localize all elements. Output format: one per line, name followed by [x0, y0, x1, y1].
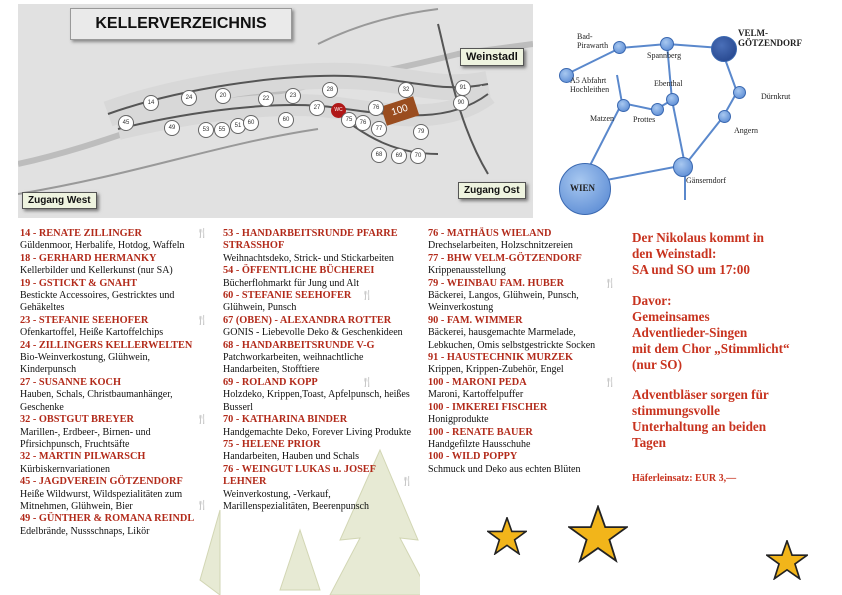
entry-description: Handarbeiten, Hauben und Schals — [223, 451, 360, 463]
entry-heading: 53 - HANDARBEITSRUNDE PFARRE STRASSHOF — [223, 228, 398, 252]
nikolaus-line: Der Nikolaus kommt in — [632, 230, 765, 245]
label-spannberg: Spannberg — [647, 51, 682, 60]
list-item — [20, 253, 208, 278]
singen-line: Adventlieder-Singen — [632, 325, 748, 340]
listing-column-1 — [20, 228, 208, 538]
entry-heading: 69 - ROLAND KOPP 🍴 — [223, 376, 373, 388]
cellar-marker: 53 — [198, 122, 214, 138]
cellar-marker: 45 — [118, 115, 134, 131]
list-item — [223, 228, 413, 265]
entry-heading: 76 - WEINGUT LUKAS u. JOSEF LEHNER 🍴 — [223, 463, 413, 488]
list-item — [20, 377, 208, 414]
cellar-marker: 75 — [341, 112, 357, 128]
list-item — [223, 464, 413, 514]
cellar-marker: 22 — [258, 91, 274, 107]
blaeser-line: Adventbläser sorgen für — [632, 387, 769, 402]
entry-description: Krippenausstellung — [428, 265, 506, 277]
node-velm — [711, 36, 737, 62]
label-prottes: Prottes — [633, 115, 656, 124]
list-item — [223, 315, 413, 340]
entry-heading: 77 - BHW VELM-GÖTZENDORF — [428, 252, 582, 264]
label-gaenserndorf: Gänserndorf — [686, 176, 726, 185]
star-icon — [487, 517, 527, 555]
cellar-marker: 91 — [455, 80, 471, 96]
entry-heading: 27 - SUSANNE KOCH — [20, 376, 121, 388]
list-item — [428, 278, 616, 315]
entry-description: Krippen, Krippen-Zubehör, Engel — [428, 364, 564, 376]
entry-description: Edelbrände, Nussschnaps, Likör — [20, 525, 150, 537]
cellar-marker: 90 — [453, 95, 469, 111]
blaeser-line: Tagen — [632, 435, 666, 450]
fork-knife-icon: 🍴 — [196, 229, 208, 239]
cellar-marker: 77 — [371, 121, 387, 137]
label-velm: VELM- GÖTZENDORF — [738, 28, 803, 48]
entry-description: Ofenkartoffel, Heiße Kartoffelchips — [20, 327, 164, 339]
list-item — [223, 414, 413, 439]
entry-description: Marillen-, Erdbeer-, Birnen- und Pfirsichpunsch, Fruchtsäfte — [20, 426, 151, 450]
entry-description: Heiße Wildwurst, Wildspezialitäten zum Mitnehmen, Glühwein, Bier — [20, 488, 183, 512]
star-icon — [568, 505, 628, 563]
singen-line: Gemeinsames — [632, 309, 710, 324]
entry-heading: 60 - STEFANIE SEEHOFER 🍴 — [223, 290, 373, 302]
cellar-marker: 32 — [398, 82, 414, 98]
cellar-marker: 68 — [371, 147, 387, 163]
cellar-marker: 76 — [355, 115, 371, 131]
cellar-100-marker: 100 — [381, 96, 420, 126]
cellar-marker: 23 — [285, 88, 301, 104]
node-duernkrut — [733, 86, 746, 99]
cellar-marker: 14 — [143, 95, 159, 111]
nikolaus-time: SA und SO um 17:00 — [632, 262, 750, 277]
list-item — [20, 414, 208, 451]
list-item — [20, 451, 208, 476]
cellar-marker: 24 — [181, 90, 197, 106]
entry-description: Bestickte Accessoires, Gestricktes und Gehäkeltes — [20, 290, 175, 314]
cellar-marker: 20 — [215, 88, 231, 104]
label-weinstadl: Weinstadl — [460, 48, 524, 66]
entry-description: Hauben, Schals, Christbaumanhänger, Geschenke — [20, 389, 173, 413]
label-wien: WIEN — [570, 183, 596, 193]
list-item — [20, 513, 208, 538]
cellar-marker: 60 — [243, 115, 259, 131]
node-spannberg — [660, 37, 674, 51]
entry-description: Patchworkarbeiten, weihnachtliche Handarbeiten, Stofftiere — [223, 352, 364, 376]
entry-heading: 18 - GERHARD HERMANKY — [20, 252, 157, 264]
node-angern — [718, 110, 731, 123]
list-item — [20, 228, 208, 253]
fork-knife-icon: 🍴 — [604, 278, 616, 289]
fork-knife-icon: 🍴 — [604, 377, 616, 388]
wc-marker: WC — [331, 103, 346, 118]
list-item — [223, 340, 413, 377]
fork-knife-icon: 🍴 — [196, 315, 208, 326]
list-item — [223, 290, 413, 315]
list-item — [223, 265, 413, 290]
entry-heading: 23 - STEFANIE SEEHOFER 🍴 — [20, 314, 208, 326]
node-matzen — [617, 99, 630, 112]
davor-label: Davor: — [632, 293, 672, 308]
entry-description: Kellerbilder und Kellerkunst (nur SA) — [20, 265, 173, 277]
cellar-marker: 76 — [368, 100, 384, 116]
label-angern: Angern — [734, 126, 758, 135]
entry-heading: 75 - HELENE PRIOR — [223, 438, 321, 450]
list-item — [428, 402, 616, 427]
cellar-marker: 69 — [391, 148, 407, 164]
entry-heading: 100 - RENATE BAUER — [428, 426, 533, 438]
nikolaus-line: den Weinstadl: — [632, 246, 717, 261]
singen-line: (nur SO) — [632, 357, 682, 372]
list-item — [428, 352, 616, 377]
cellar-marker: 49 — [164, 120, 180, 136]
entry-heading: 45 - JAGDVEREIN GÖTZENDORF 🍴 — [20, 476, 208, 512]
entry-heading: 67 (OBEN) - ALEXANDRA ROTTER — [223, 314, 392, 326]
list-item — [428, 377, 616, 402]
entry-description: Bäckerei, hausgemachte Marmelade, Lebkuchen, Omis selbstgestrickte Socken — [428, 327, 596, 351]
entry-description: Drechselarbeiten, Holzschnitzereien — [428, 240, 573, 252]
label-a5: A5 Abfahrt Hochleithen — [570, 76, 610, 94]
blaeser-line: stimmungsvolle — [632, 403, 720, 418]
listing-column-3 — [428, 228, 616, 476]
list-item — [428, 315, 616, 352]
entry-heading: 79 - WEINBAU FAM. HUBER 🍴 — [428, 277, 616, 289]
entry-description: Bio-Weinverkostung, Glühwein, Kinderpunsch — [20, 352, 151, 376]
entry-heading: 19 - GSTICKT & GNAHT — [20, 277, 138, 289]
entry-heading: 100 - IMKEREI FISCHER — [428, 401, 548, 413]
entry-heading: 100 - MARONI PEDA 🍴 — [428, 376, 616, 388]
list-item — [428, 253, 616, 278]
cellar-marker: 27 — [309, 100, 325, 116]
list-item — [428, 451, 616, 476]
entry-description: Handgefilzte Hausschuhe — [428, 438, 531, 450]
label-ebenthal: Ebenthal — [654, 79, 683, 88]
cellar-marker: 51 — [230, 118, 246, 134]
node-ebenthal — [666, 93, 679, 106]
cellar-marker: 28 — [322, 82, 338, 98]
fork-knife-icon: 🍴 — [361, 291, 373, 302]
blaeser-line: Unterhaltung an beiden — [632, 419, 767, 434]
label-matzen: Matzen — [590, 114, 614, 123]
star-icon — [766, 540, 808, 580]
entry-heading: 32 - OBSTGUT BREYER 🍴 — [20, 414, 208, 426]
entry-description: Handgemachte Deko, Forever Living Produkte — [223, 426, 412, 438]
entry-description: GONIS - Liebevolle Deko & Geschenkideen — [223, 327, 403, 339]
entry-description: Holzdeko, Krippen,Toast, Apfelpunsch, heißes Busserl — [223, 389, 410, 413]
entry-heading: 32 - MARTIN PILWARSCH — [20, 451, 146, 463]
entry-description: Bäckerei, Langos, Glühwein, Punsch, Weinverkostung — [428, 290, 579, 314]
entry-description: Maroni, Kartoffelpuffer — [428, 389, 524, 401]
listing-column-2 — [223, 228, 413, 513]
entry-heading: 49 - GÜNTHER & ROMANA REINDL — [20, 513, 195, 525]
fork-knife-icon: 🍴 — [361, 377, 373, 388]
node-bad-pirawarth — [613, 41, 626, 54]
cellar-marker: 60 — [278, 112, 294, 128]
singen-line: mit dem Chor „Stimmlicht“ — [632, 341, 790, 356]
label-duernkrut: Dürnkrut — [761, 92, 791, 101]
entry-heading: 91 - HAUSTECHNIK MURZEK — [428, 352, 574, 364]
entry-heading: 90 - FAM. WIMMER — [428, 314, 523, 326]
entry-heading: 24 - ZILLINGERS KELLERWELTEN — [20, 339, 193, 351]
cellar-map — [18, 4, 533, 218]
entry-heading: 76 - MATHÄUS WIELAND — [428, 228, 552, 239]
list-item — [20, 315, 208, 340]
entry-description: Kürbiskernvariationen — [20, 463, 110, 475]
cellar-marker: 70 — [410, 148, 426, 164]
map-title: KELLERVERZEICHNIS — [70, 8, 292, 40]
list-item — [20, 340, 208, 377]
list-item — [428, 427, 616, 452]
entry-description: Honigprodukte — [428, 414, 489, 426]
entry-heading: 70 - KATHARINA BINDER — [223, 414, 348, 426]
label-zugang-west: Zugang West — [22, 192, 97, 209]
list-item — [20, 278, 208, 315]
list-item — [223, 439, 413, 464]
fork-knife-icon: 🍴 — [401, 476, 413, 487]
entry-heading: 100 - WILD POPPY — [428, 451, 518, 463]
fork-knife-icon: 🍴 — [196, 415, 208, 426]
label-bad-pirawarth: Bad- Pirawarth — [577, 32, 609, 50]
entry-heading: 14 - RENATE ZILLINGER 🍴 — [20, 228, 208, 239]
node-gaenserndorf — [673, 157, 693, 177]
entry-description: Bücherflohmarkt für Jung und Alt — [223, 277, 360, 289]
entry-heading: 54 - ÖFFENTLICHE BÜCHEREI — [223, 265, 375, 277]
entry-heading: 68 - HANDARBEITSRUNDE V-G — [223, 339, 375, 351]
entry-description: Glühwein, Punsch — [223, 302, 297, 314]
entry-description: Weihnachtsdeko, Strick- und Stickarbeiten — [223, 252, 394, 264]
list-item — [223, 377, 413, 414]
entry-description: Weinverkostung, -Verkauf, Marillenspezialitäten, Beerenpunsch — [223, 488, 370, 512]
list-item — [20, 476, 208, 513]
label-zugang-ost: Zugang Ost — [458, 182, 526, 199]
entry-description: Schmuck und Deko aus echten Blüten — [428, 463, 581, 475]
entry-description: Güldenmoor, Herbalife, Hotdog, Waffeln — [20, 240, 185, 252]
event-notice — [632, 230, 832, 487]
cellar-marker: 55 — [214, 122, 230, 138]
haeferl-deposit: Häferleinsatz: EUR 3,— — [632, 473, 737, 484]
list-item — [428, 228, 616, 253]
fork-knife-icon: 🍴 — [196, 501, 208, 512]
cellar-marker: 79 — [413, 124, 429, 140]
